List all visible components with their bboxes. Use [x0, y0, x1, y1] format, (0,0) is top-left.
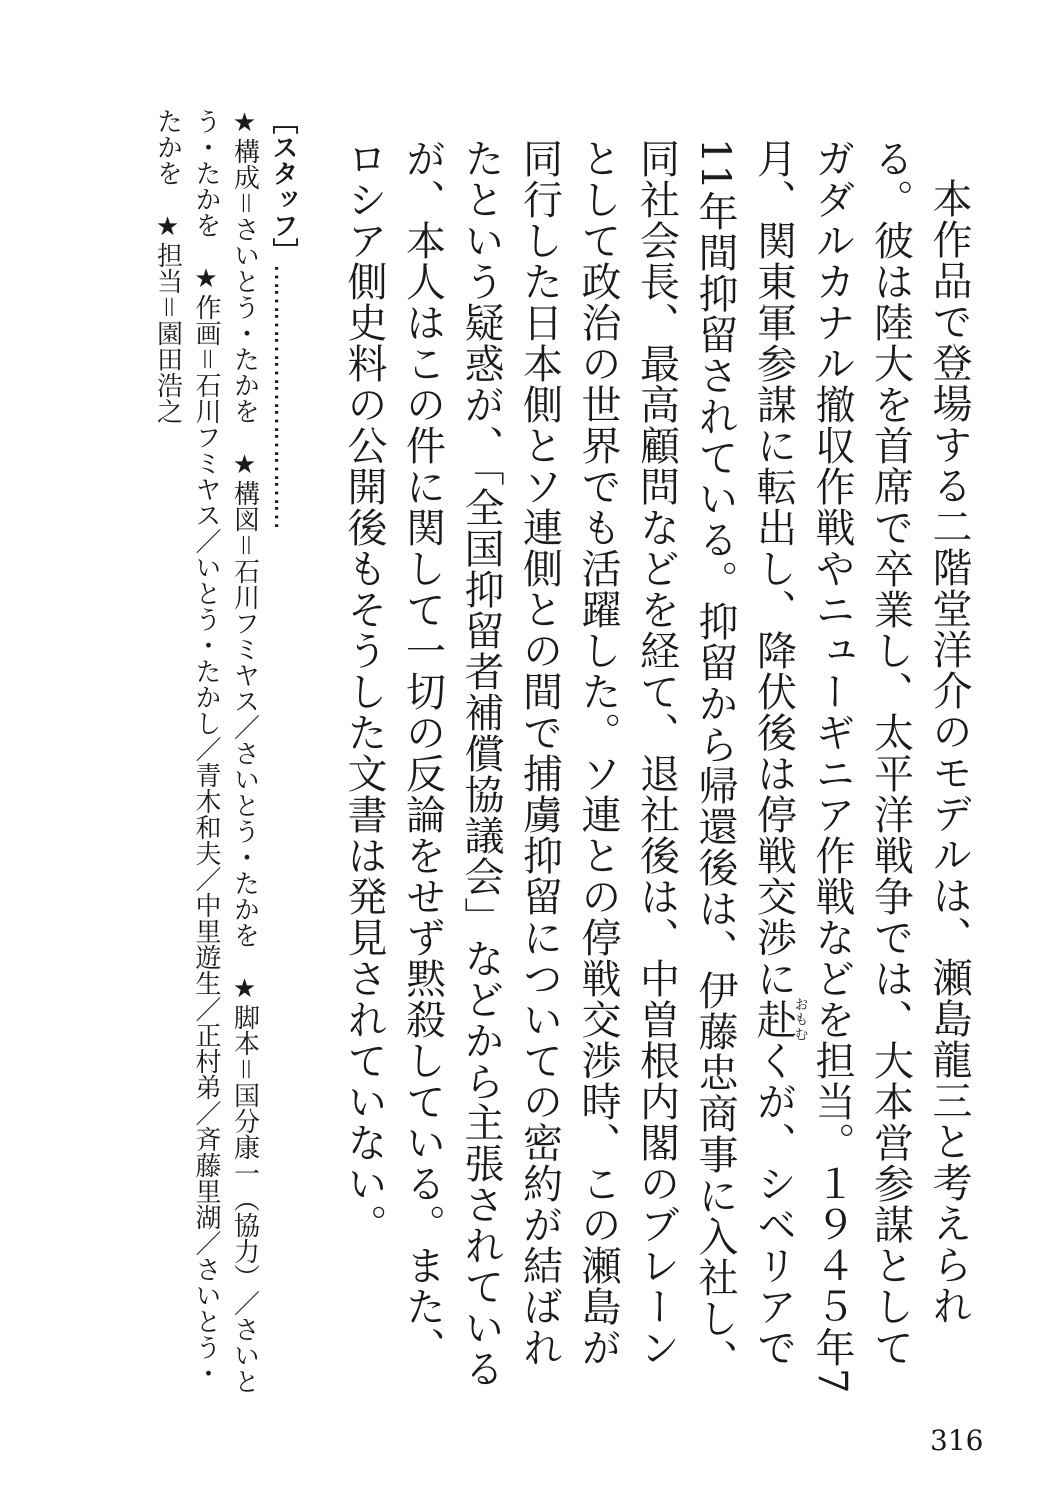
staff-credits-text: ★構成＝さいとう・たかを ★構図＝石川フミヤス／さいとう・たかを ★脚本＝国分康一（協力）／さいとう・たかを ★作画＝石川フミヤス／いとう・たかし／青木和夫／中里遊生／正村弟／斉藤里湖／さいとう・たかを ★担当＝園田浩之	[152, 108, 260, 1395]
body-paragraph: 本作品で登場する二階堂洋介のモデルは、瀬島龍三と考えられる。彼は陸大を首席で卒業し、太平洋戦争では、大本営参謀としてガダルカナル撤収作戦やニューギニア作戦などを担当。１９４５年7月、関東軍参謀に転出し、降伏後は停戦交渉に赴おもむくが、シベリアで11年間抑留されている。抑留から帰還後は、伊藤忠商事に入社し、同社会長、最高顧問などを経て、退社後は、中曽根内閣のブレーンとして政治の世界でも活躍した。ソ連との停戦交渉時、この瀬島が同行した日本側とソ連側との間で捕虜抑留についての密約が結ばれたという疑惑が、「全国抑留者補償協議会」などから主張されているが、本人はこの件に関して一切の反論をせず黙殺している。また、ロシア側史料の公開後もそうした文書は発見されていない。	[341, 138, 972, 1395]
staff-heading-line	[264, 108, 303, 1403]
ruby-omomu: 赴おもむ	[750, 997, 809, 1042]
page-number: 316	[930, 1424, 984, 1457]
body-text	[335, 138, 979, 1398]
ruby-reading: おもむ	[792, 997, 809, 1042]
staff-heading: ［スタッフ］	[268, 108, 298, 264]
staff-credits	[148, 108, 302, 1403]
staff-leader-dots: ……………………………	[268, 264, 298, 528]
